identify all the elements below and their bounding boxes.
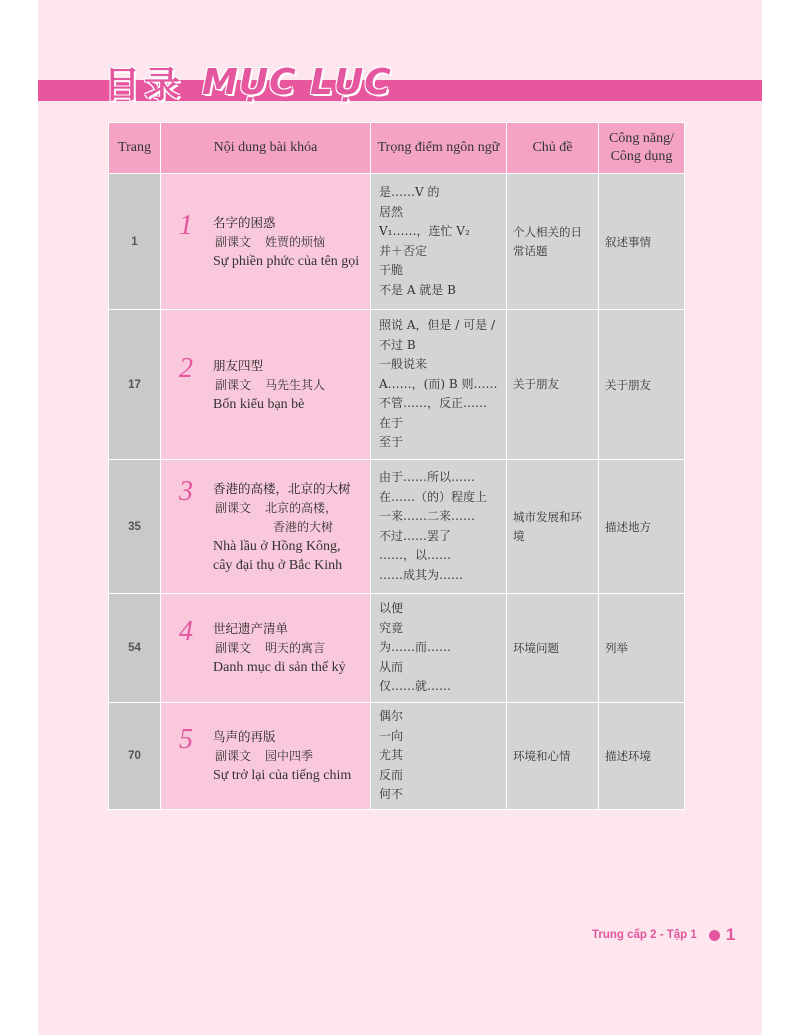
function-cell: 描述地方 — [599, 460, 685, 594]
page-cell: 54 — [109, 594, 161, 703]
language-point: 不管……，反正…… — [379, 396, 488, 411]
language-point: 由于……所以…… — [379, 470, 476, 484]
sub-lesson-title: 姓贾的烦恼 — [265, 234, 326, 249]
content-cell — [161, 310, 371, 460]
footer-book-title: Trung cấp 2 - Tập 1 — [592, 929, 697, 941]
lesson-title-vietnamese: Bốn kiểu bạn bè — [213, 396, 305, 412]
language-point: 一向 — [379, 728, 404, 743]
function-cell: 列举 — [599, 594, 685, 703]
content-cell — [161, 460, 371, 594]
language-point: 干脆 — [379, 263, 404, 277]
language-point: 在……（的）程度上 — [379, 489, 488, 504]
table-row — [109, 703, 685, 810]
content-cell — [161, 594, 371, 703]
language-point: 不过……罢了 — [379, 528, 452, 543]
language-point: 至于 — [379, 435, 404, 450]
language-point: 一般说来 — [379, 357, 428, 372]
function-cell: 描述环境 — [599, 703, 685, 810]
language-point: ……成其为…… — [379, 567, 464, 582]
header-language-points: Trọng điểm ngôn ngữ — [371, 123, 507, 174]
topic-cell: 关于朋友 — [507, 310, 599, 460]
title-vietnamese: MỤC LỤC — [202, 61, 392, 103]
topic-cell: 环境和心情 — [507, 703, 599, 810]
sub-lesson-label: 副课文 — [215, 641, 252, 655]
lesson — [175, 352, 362, 414]
language-point: 不是 A 就是 B — [379, 282, 456, 297]
sub-lesson-title: 北京的高楼， — [265, 500, 338, 515]
lesson-title-vietnamese: Sự trở lại của tiếng chim — [213, 768, 352, 783]
lesson-title: 鸟声的再版 — [213, 729, 276, 744]
lesson-title-vietnamese: Nhà lầu ở Hồng Kông, cây đại thụ ở Bắc Kinh — [213, 538, 343, 573]
table-body — [109, 174, 685, 810]
language-point: 一来……二来…… — [379, 509, 476, 523]
header-content: Nội dung bài khóa — [161, 123, 371, 174]
page-cell: 70 — [109, 703, 161, 810]
lesson — [175, 475, 362, 575]
lesson-body — [213, 479, 362, 575]
language-point: 反而 — [379, 767, 404, 782]
lesson-title: 名字的困惑 — [213, 214, 276, 230]
header-page: Trang — [109, 123, 161, 174]
language-points-cell — [371, 703, 507, 810]
language-point: 并＋否定 — [379, 243, 428, 258]
language-point: 偶尔 — [379, 709, 404, 724]
header-function: Công năng/ Công dụng — [599, 123, 685, 174]
lesson-body — [213, 619, 362, 677]
language-point: 从而 — [379, 659, 404, 674]
sub-lesson-title-line2: 香港的大树 — [273, 519, 334, 534]
table-header-row — [109, 123, 685, 174]
lesson-number: 4 — [179, 616, 193, 647]
language-points-cell — [371, 174, 507, 310]
language-point: ……，以…… — [379, 548, 452, 562]
lesson-body — [213, 727, 362, 785]
content-cell — [161, 703, 371, 810]
lesson-title-vietnamese: Sự phiền phức của tên gọi — [213, 253, 360, 269]
lesson-number: 1 — [179, 209, 193, 241]
lesson-number: 3 — [179, 475, 193, 507]
sub-lesson-label: 副课文 — [215, 500, 252, 515]
topic-cell: 个人相关的日常话题 — [507, 174, 599, 310]
content-cell — [161, 174, 371, 310]
lesson-title-vietnamese: Danh mục di sản thế kỷ — [213, 660, 346, 675]
language-point: 在于 — [379, 415, 404, 430]
lesson-number: 2 — [179, 352, 193, 384]
header-topic: Chủ đề — [507, 123, 599, 174]
lesson — [175, 616, 362, 677]
language-point: 究竟 — [379, 620, 404, 635]
topic-cell: 环境问题 — [507, 594, 599, 703]
language-point: 不过 B — [379, 337, 416, 352]
lesson — [175, 724, 362, 785]
table-of-contents — [108, 122, 685, 810]
function-cell: 叙述事情 — [599, 174, 685, 310]
sub-lesson — [213, 499, 362, 537]
sub-lesson-label: 副课文 — [215, 749, 252, 763]
page-title — [104, 60, 392, 104]
language-point: 以便 — [379, 601, 404, 616]
sub-lesson-title: 明天的寓言 — [265, 641, 326, 655]
sub-lesson-label: 副课文 — [215, 377, 252, 392]
table-row — [109, 460, 685, 594]
lesson-body — [213, 213, 362, 271]
title-chinese: 目录 — [104, 64, 185, 106]
footer-dot-icon — [709, 930, 720, 941]
topic-cell: 城市发展和环境 — [507, 460, 599, 594]
sub-lesson-label: 副课文 — [215, 234, 252, 249]
table-row — [109, 594, 685, 703]
language-points-cell — [371, 310, 507, 460]
language-point: 照说 A，但是 / 可是 / — [379, 318, 496, 333]
lesson — [175, 209, 362, 271]
language-point: 为……而…… — [379, 640, 452, 655]
language-points-cell — [371, 594, 507, 703]
sub-lesson — [213, 233, 362, 252]
language-point: 何不 — [379, 787, 404, 802]
page-cell: 17 — [109, 310, 161, 460]
language-point: 尤其 — [379, 748, 404, 763]
lesson-title: 香港的高楼，北京的大树 — [213, 480, 351, 496]
page-footer — [592, 925, 735, 945]
lesson-number: 5 — [179, 724, 193, 755]
sub-lesson-title: 马先生其人 — [265, 377, 326, 392]
language-point: V₁……，连忙 V₂ — [379, 224, 470, 238]
lesson-title: 朋友四型 — [213, 357, 264, 373]
sub-lesson — [213, 747, 362, 766]
language-point: 是……V 的 — [379, 185, 440, 199]
page-cell: 1 — [109, 174, 161, 310]
sub-lesson — [213, 639, 362, 658]
language-point: 仅……就…… — [379, 679, 452, 694]
language-points-cell — [371, 460, 507, 594]
language-point: A……，(而) B 则…… — [379, 376, 498, 391]
table-row — [109, 310, 685, 460]
table-row — [109, 174, 685, 310]
lesson-body — [213, 356, 362, 414]
sub-lesson-title: 园中四季 — [265, 749, 314, 763]
function-cell: 关于朋友 — [599, 310, 685, 460]
page-cell: 35 — [109, 460, 161, 594]
sub-lesson — [213, 376, 362, 395]
page-number: 1 — [725, 925, 736, 944]
language-point: 居然 — [379, 204, 404, 219]
lesson-title: 世纪遗产清单 — [213, 621, 289, 636]
